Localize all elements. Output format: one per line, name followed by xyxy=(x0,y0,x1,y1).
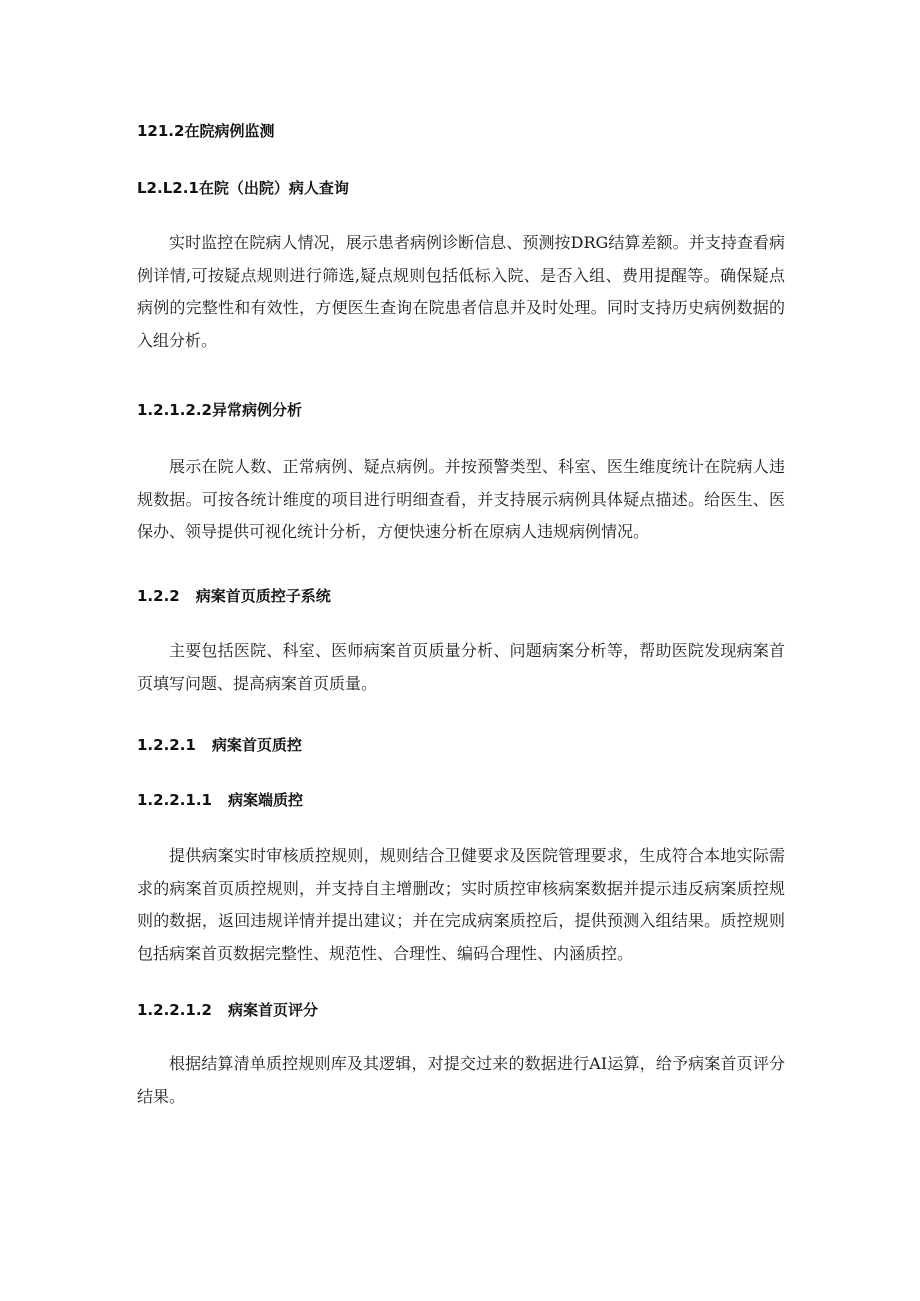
heading-title: 病案首页评分 xyxy=(227,1001,318,1019)
heading-inpatient-query: L2.L2.1在院（出院）病人查询 xyxy=(137,179,349,197)
paragraph-inpatient-query: 实时监控在院病人情况，展示患者病例诊断信息、预测按DRG结算差额。并支持查看病例详情,可按疑点规则进行筛选,疑点规则包括低标入院、是否入组、费用提醒等。确保疑点病例的完整性和有效性，方便医生查询在院患者信息并及时处理。同时支持历史病例数据的入组分析。 xyxy=(137,233,785,350)
heading-title: 病案首页质控子系统 xyxy=(195,587,331,605)
paragraph-record-scoring: 根据结算清单质控规则库及其逻辑，对提交过来的数据进行AI运算，给予病案首页评分结果。 xyxy=(137,1054,785,1106)
heading-title: 病案首页质控 xyxy=(211,736,302,754)
heading-number: 1.2.2.1 xyxy=(137,736,196,754)
heading-121-2: 121.2在院病例监测 xyxy=(137,122,275,140)
heading-number: 1.2.2 xyxy=(137,587,180,605)
heading-1-2-2-1-1 xyxy=(137,790,303,810)
heading-number: 1.2.2.1.2 xyxy=(137,1001,212,1019)
paragraph-abnormal-case-analysis: 展示在院人数、正常病例、疑点病例。并按预警类型、科室、医生维度统计在院病人违规数据。可按各统计维度的项目进行明细查看，并支持展示病例具体疑点描述。给医生、医保办、领导提供可视化统计分析，方便快速分析在原病人违规病例情况。 xyxy=(137,457,785,541)
heading-1-2-2-1 xyxy=(137,735,302,755)
heading-1-2-2-1-2 xyxy=(137,1000,318,1020)
heading-number: 1.2.2.1.1 xyxy=(137,791,212,809)
heading-1-2-2 xyxy=(137,586,331,606)
paragraph-record-quality-control: 提供病案实时审核质控规则，规则结合卫健要求及医院管理要求，生成符合本地实际需求的病案首页质控规则，并支持自主增删改；实时质控审核病案数据并提示违反病案质控规则的数据，返回违规详情并提出建议；并在完成病案质控后，提供预测入组结果。质控规则包括病案首页数据完整性、规范性、合理性、编码合理性、内涵质控。 xyxy=(137,846,785,963)
heading-title: 病案端质控 xyxy=(227,791,303,809)
heading-abnormal-case-analysis: 1.2.1.2.2异常病例分析 xyxy=(137,401,302,419)
paragraph-quality-subsystem: 主要包括医院、科室、医师病案首页质量分析、问题病案分析等，帮助医院发现病案首页填写问题、提高病案首页质量。 xyxy=(137,641,785,693)
